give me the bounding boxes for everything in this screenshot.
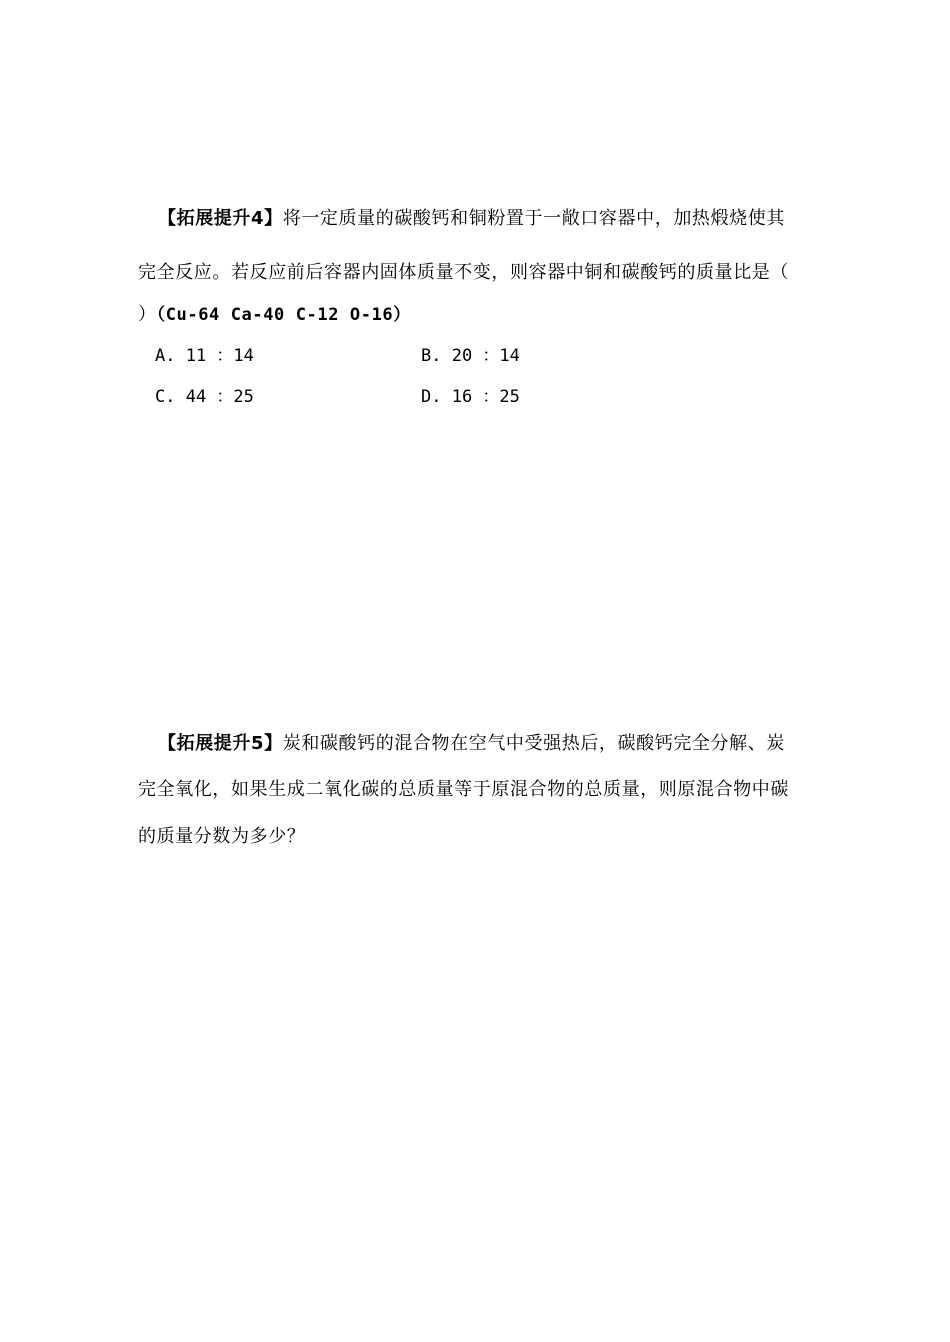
q4-atomic-masses: （Cu-64 Ca-40 C-12 O-16） [156, 305, 411, 325]
q5-line-3: 的质量分数为多少？ [138, 826, 306, 847]
q4-line-3 [138, 304, 810, 326]
q4-answer-paren: ） [138, 304, 157, 325]
q5-text-1: 炭和碳酸钙的混合物在空气中受强热后，碳酸钙完全分解、炭 [282, 733, 785, 754]
q4-option-c: C. 44 ：25 [155, 387, 254, 407]
q4-text-1: 将一定质量的碳酸钙和铜粉置于一敞口容器中，加热煅烧使其 [282, 208, 785, 229]
q5-line-2: 完全氧化，如果生成二氧化碳的总质量等于原混合物的总质量，则原混合物中碳 [138, 779, 789, 800]
q5-line-1 [158, 733, 810, 755]
q5-label: 【拓展提升5】 [158, 733, 283, 754]
q4-line-1 [158, 208, 810, 230]
q4-line-2: 完全反应。若反应前后容器内固体质量不变，则容器中铜和碳酸钙的质量比是（ [138, 262, 789, 283]
q4-option-a: A. 11 ：14 [155, 346, 254, 366]
q4-option-d: D. 16 ：25 [421, 387, 520, 407]
q4-label: 【拓展提升4】 [158, 208, 283, 229]
q4-option-b: B. 20 ：14 [421, 346, 520, 366]
